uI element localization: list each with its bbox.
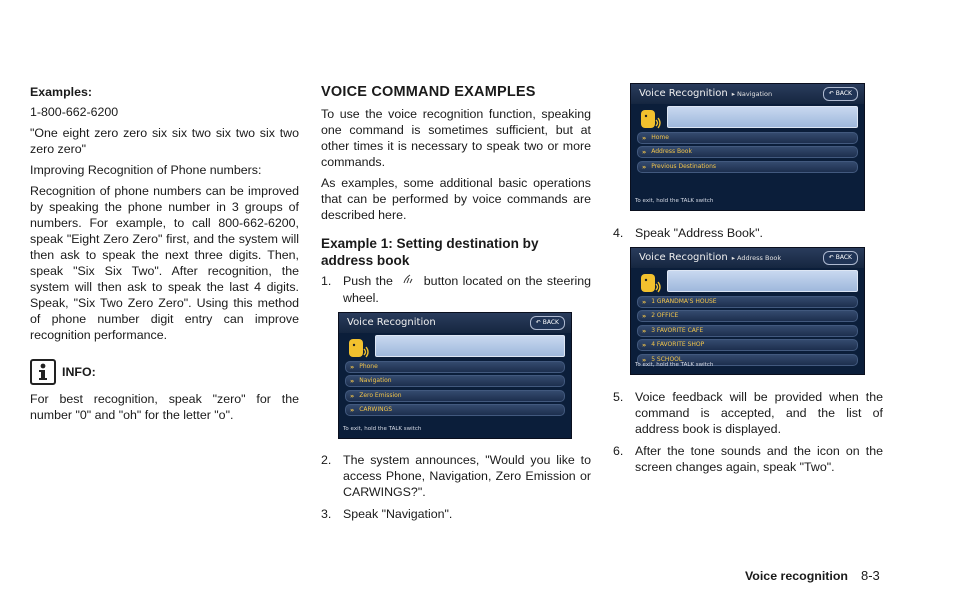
step-1: [321, 273, 591, 306]
command-label: CARWINGS: [359, 406, 393, 414]
improving-paragraph: Recognition of phone numbers can be improved by speaking the phone number in 3 groups of numbers. For example, to call 800-662-6200, speak "Eight Zero Zero" first, and the system will then ask to speak the next three digits. Then, speak "Six Six Two". After recognition, the system will then ask to speak the last 4 digits. Speak, "Six Two Zero Zero". Using this method of phone number digit entry can improve recognition performance.: [30, 184, 299, 342]
command-previous-destinations[interactable]: [637, 161, 858, 173]
voice-recognition-screen-navigation: [630, 83, 865, 211]
command-label: Home: [651, 134, 669, 141]
address-label: 1 GRANDMA'S HOUSE: [651, 298, 717, 305]
command-label: Phone: [359, 363, 378, 370]
voice-wave-icon: »: [642, 298, 647, 306]
step-6: [613, 443, 883, 475]
step-number: 6.: [613, 444, 624, 458]
talk-face-icon: [639, 272, 663, 296]
command-list: [345, 361, 565, 419]
step-number: 3.: [321, 507, 332, 521]
address-label: 2 OFFICE: [651, 312, 679, 320]
step-2-text: The system announces, "Would you like to access Phone, Navigation, Zero Emission or CARWINGS?".: [343, 453, 591, 499]
step-4: [613, 225, 883, 241]
voice-wave-icon: »: [642, 134, 647, 142]
info-label: INFO:: [62, 365, 96, 379]
step-number: 1.: [321, 274, 332, 288]
breadcrumb-label: Navigation: [737, 90, 773, 98]
back-arrow-icon: ↶: [828, 90, 834, 97]
step-5-text: Voice feedback will be provided when the command is accepted, and the list of address book is displayed.: [635, 390, 883, 436]
step-1-text-a: Push the: [343, 274, 393, 288]
voice-wave-icon: »: [642, 148, 647, 157]
address-label: 4 FAVORITE SHOP: [651, 341, 705, 349]
voice-wave-icon: »: [642, 355, 647, 364]
recognition-input-bar: [667, 106, 858, 128]
voice-wave-icon: »: [642, 312, 647, 321]
step-2: [321, 452, 591, 500]
address-entry[interactable]: [637, 310, 858, 322]
step-3-text: Speak "Navigation".: [343, 507, 453, 521]
voice-wave-icon: »: [642, 162, 647, 171]
command-list: [637, 132, 858, 175]
command-label: Zero Emission: [359, 391, 402, 399]
back-button[interactable]: [823, 251, 858, 265]
intro-paragraph-1: To use the voice recognition function, speaking one command is sometimes sufficient, but at other times it is necessary to speak two or more commands.: [321, 107, 591, 169]
step-1-text-b: button located on the steering wheel.: [343, 274, 591, 305]
screen-title: Voice Recognition: [639, 252, 728, 263]
info-icon: [30, 359, 56, 385]
screen-footer: To exit, hold the TALK switch: [635, 362, 714, 368]
back-button[interactable]: [823, 87, 858, 101]
info-text: For best recognition, speak "zero" for the number "0" and "oh" for the letter "o".: [30, 392, 299, 422]
example-number: 1-800-662-6200: [30, 105, 119, 119]
screen-breadcrumb: ▸ Navigation: [731, 90, 773, 98]
voice-recognition-screen-address-book: [630, 247, 865, 375]
step-4-text: Speak "Address Book".: [635, 226, 763, 240]
voice-wave-icon: »: [350, 363, 355, 371]
back-label: BACK: [835, 90, 852, 97]
address-entry[interactable]: [637, 339, 858, 351]
voice-wave-icon: »: [350, 391, 355, 400]
command-phone[interactable]: [345, 361, 565, 373]
voice-wave-icon: »: [642, 326, 647, 335]
step-number: 4.: [613, 226, 624, 240]
screen-title: Voice Recognition: [639, 88, 728, 99]
screen-breadcrumb: ▸ Address Book: [731, 254, 782, 262]
example-spoken: "One eight zero zero six six two six two six two zero zero": [30, 126, 299, 156]
page-number: 8-3: [861, 568, 880, 583]
back-arrow-icon: ↶: [828, 254, 834, 261]
recognition-input-bar: [667, 270, 858, 292]
command-home[interactable]: [637, 132, 858, 144]
info-header: [30, 359, 299, 385]
screen-header: [339, 313, 571, 333]
section-heading: VOICE COMMAND EXAMPLES: [321, 84, 536, 100]
address-entry[interactable]: [637, 296, 858, 308]
recognition-input-bar: [375, 335, 565, 357]
step-number: 5.: [613, 390, 624, 404]
back-label: BACK: [542, 319, 559, 326]
step-number: 2.: [321, 453, 332, 467]
voice-recognition-screen-main: [338, 312, 572, 439]
back-arrow-icon: ↶: [535, 319, 541, 326]
command-zero-emission[interactable]: [345, 390, 565, 402]
voice-wave-icon: »: [350, 377, 355, 386]
command-address-book[interactable]: [637, 146, 858, 158]
step-5: [613, 389, 883, 437]
voice-wave-icon: »: [350, 406, 355, 415]
footer-section-title: Voice recognition: [744, 569, 848, 583]
command-label: Previous Destinations: [651, 162, 717, 170]
screen-footer: To exit, hold the TALK switch: [635, 198, 714, 204]
step-3: [321, 506, 591, 522]
talk-face-icon: [639, 108, 663, 132]
improving-heading: Improving Recognition of Phone numbers:: [30, 163, 262, 177]
address-label: 3 FAVORITE CAFE: [651, 326, 704, 334]
breadcrumb-label: Address Book: [737, 254, 782, 262]
talk-face-icon: [347, 337, 371, 361]
right-column: [613, 83, 883, 481]
command-label: Navigation: [359, 377, 392, 385]
step-6-text: After the tone sounds and the icon on the screen changes again, speak "Two".: [635, 444, 883, 474]
command-carwings[interactable]: [345, 404, 565, 416]
talk-switch-icon: [397, 273, 419, 290]
voice-wave-icon: »: [642, 341, 647, 350]
command-navigation[interactable]: [345, 375, 565, 387]
address-label: 5 SCHOOL: [651, 355, 683, 363]
middle-column: [321, 84, 591, 528]
example-subheading: Example 1: Setting destination by address book: [321, 236, 539, 268]
examples-label: Examples:: [30, 85, 92, 99]
address-entry[interactable]: [637, 325, 858, 337]
back-label: BACK: [835, 254, 852, 261]
command-label: Address Book: [651, 148, 692, 156]
back-button[interactable]: [530, 316, 565, 330]
intro-paragraph-2: As examples, some additional basic operations that can be performed by voice commands are described here.: [321, 176, 591, 222]
screen-title: Voice Recognition: [347, 317, 436, 328]
screen-header: [631, 84, 864, 104]
left-column: [30, 84, 299, 428]
screen-header: [631, 248, 864, 268]
screen-footer: To exit, hold the TALK switch: [343, 426, 422, 432]
